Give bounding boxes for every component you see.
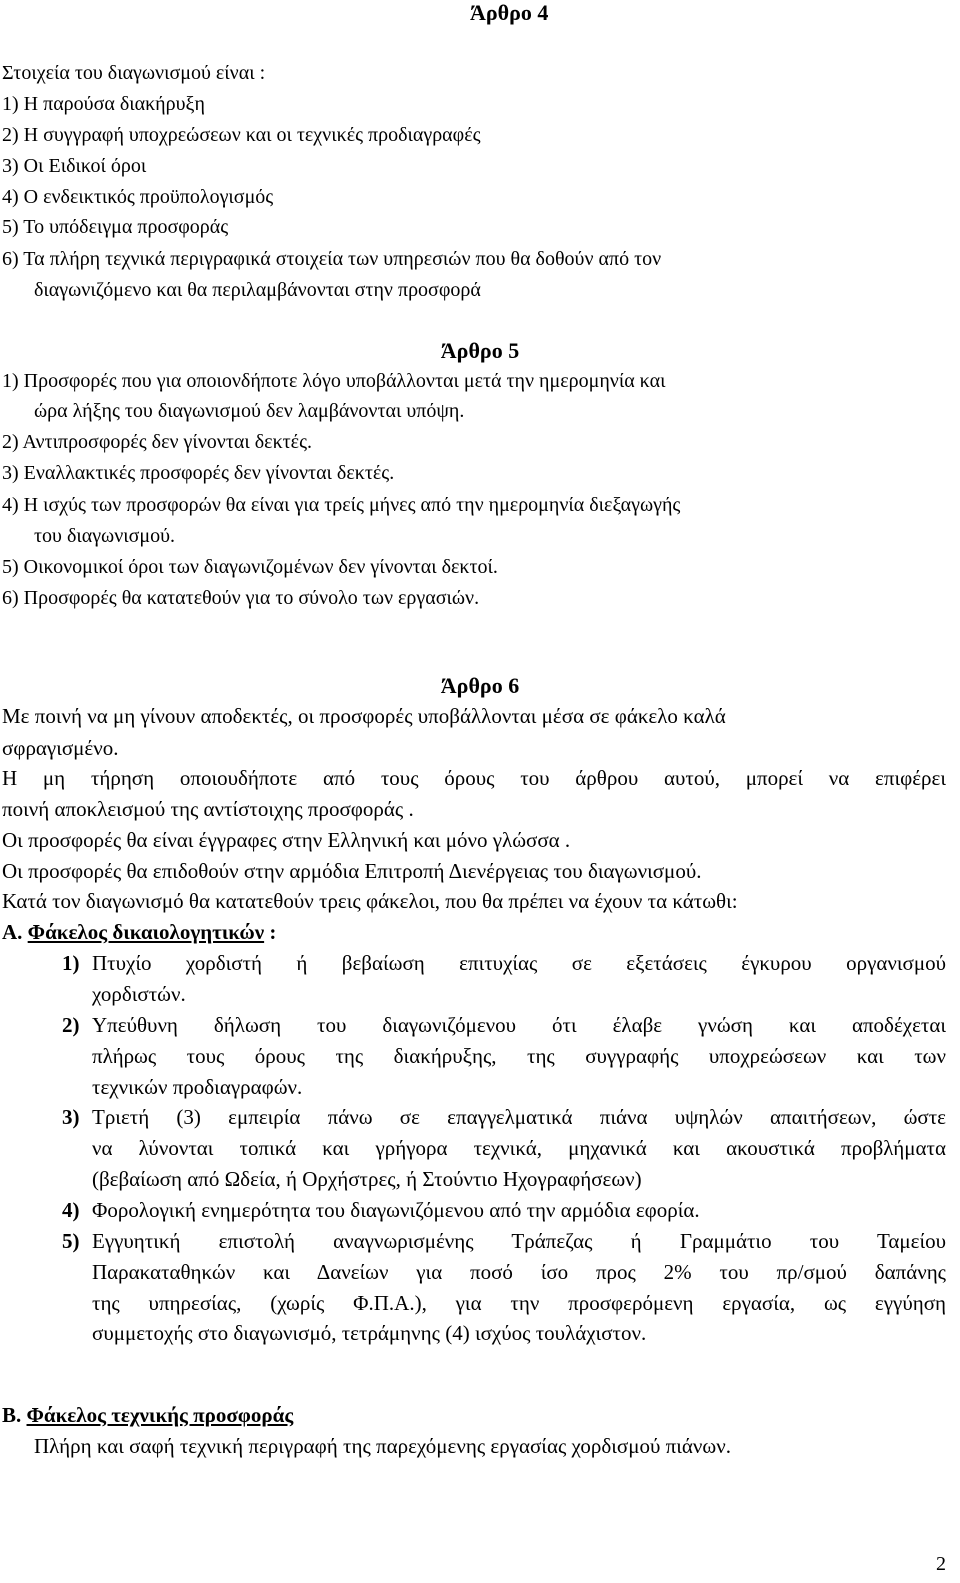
envelope-a-item-line: συμμετοχής στο διαγωνισμό, τετράμηνης (4) ισχύος τουλάχιστον. — [92, 1321, 647, 1345]
page-number: 2 — [936, 1553, 946, 1575]
envelope-b-text: Πλήρη και σαφή τεχνική περιγραφή της παρεχόμενης εργασίας χορδισμού πιάνων. — [34, 1434, 731, 1458]
article-4-item: 6) Τα πλήρη τεχνικά περιγραφικά στοιχεία των υπηρεσιών που θα δοθούν από τον — [2, 248, 662, 270]
article-6-line: σφραγισμένο. — [2, 736, 119, 760]
envelope-a-item-line: πλήρως τους όρους της διακήρυξης, της συγγραφής υποχρεώσεων και των — [92, 1044, 946, 1068]
envelope-a-item-line: τεχνικών προδιαγραφών. — [92, 1075, 303, 1099]
envelope-a-item-line: Υπεύθυνη δήλωση του διαγωνιζόμενου ότι έλαβε γνώση και αποδέχεται — [92, 1013, 946, 1037]
envelope-a-item-line: Εγγυητική επιστολή αναγνωρισμένης Τράπεζας ή Γραμμάτιο του Ταμείου — [92, 1229, 946, 1253]
envelope-a-item-number: 5) — [62, 1229, 80, 1253]
article-5-item: 2) Αντιπροσφορές δεν γίνονται δεκτές. — [2, 431, 312, 453]
envelope-a-item-number: 2) — [62, 1013, 80, 1037]
article-4-item: 4) Ο ενδεικτικός προϋπολογισμός — [2, 186, 274, 208]
article-6-line: ποινή αποκλεισμού της αντίστοιχης προσφοράς . — [2, 797, 414, 821]
article-5-item: 3) Εναλλακτικές προσφορές δεν γίνονται δεκτές. — [2, 462, 395, 484]
envelope-a-item-line: Φορολογική ενημερότητα του διαγωνιζόμενου από την αρμόδια εφορία. — [92, 1198, 700, 1222]
article-6-title: Άρθρο 6 — [440, 673, 520, 698]
article-5-item-continued: του διαγωνισμού. — [34, 525, 176, 547]
envelope-a-item-number: 1) — [62, 951, 80, 975]
article-5-item: 1) Προσφορές που για οποιονδήποτε λόγο υποβάλλονται μετά την ημερομηνία και — [2, 370, 666, 392]
envelope-a-item-line: Τριετή (3) εμπειρία πάνω σε επαγγελματικά πιάνα υψηλών απαιτήσεων, ώστε — [92, 1105, 946, 1129]
envelope-a-item-line: χορδιστών. — [92, 982, 186, 1006]
article-4-item: 2) Η συγγραφή υποχρεώσεων και οι τεχνικές προδιαγραφές — [2, 124, 481, 146]
envelope-a-item-line: Πτυχίο χορδιστή ή βεβαίωση επιτυχίας σε εξετάσεις έγκυρου οργανισμού — [92, 951, 946, 975]
envelope-a-item-line: Παρακαταθηκών και Δανείων για ποσό ίσο προς 2% του πρ/σμού δαπάνης — [92, 1260, 946, 1284]
envelope-a-suffix: : — [264, 920, 277, 944]
envelope-a-prefix: Α. — [2, 920, 28, 944]
article-4-title: Άρθρο 4 — [470, 0, 549, 25]
article-6-line: Κατά τον διαγωνισμό θα κατατεθούν τρεις φάκελοι, που θα πρέπει να έχουν τα κάτωθι: — [2, 889, 738, 913]
article-4-item: 3) Οι Ειδικοί όροι — [2, 155, 147, 177]
envelope-a-item-line: (βεβαίωση από Ωδεία, ή Ορχήστρες, ή Στούντιο Ηχογραφήσεων) — [92, 1167, 642, 1191]
envelope-a-title: Φάκελος δικαιολογητικών — [27, 920, 265, 944]
envelope-a-item-line: της υπηρεσίας, (χωρίς Φ.Π.Α.), για την προσφερόμενη εργασία, ως εγγύηση — [92, 1291, 946, 1315]
envelope-b-heading — [2, 1403, 293, 1428]
envelope-a-item-number: 3) — [62, 1105, 80, 1129]
article-4-intro: Στοιχεία του διαγωνισμού είναι : — [2, 62, 266, 84]
article-5-item: 6) Προσφορές θα κατατεθούν για το σύνολο των εργασιών. — [2, 587, 480, 609]
envelope-b-title: Φάκελος τεχνικής προσφοράς — [26, 1403, 294, 1427]
article-4-item-continued: διαγωνιζόμενο και θα περιλαμβάνονται στην προσφορά — [34, 279, 481, 301]
article-6-line: Με ποινή να μη γίνουν αποδεκτές, οι προσφορές υποβάλλονται μέσα σε φάκελο καλά — [2, 704, 726, 728]
article-4-item: 5) Το υπόδειγμα προσφοράς — [2, 216, 229, 238]
envelope-a-item-line: να λύνονται τοπικά και γρήγορα τεχνικά, μηχανικά και ακουστικά προβλήματα — [92, 1136, 946, 1160]
envelope-a-item-number: 4) — [62, 1198, 80, 1222]
article-6-line: Η μη τήρηση οποιουδήποτε από τους όρους του άρθρου αυτού, μπορεί να επιφέρει — [2, 766, 946, 790]
article-4-item: 1) Η παρούσα διακήρυξη — [2, 93, 205, 115]
envelope-a-heading — [2, 920, 276, 945]
article-6-line: Οι προσφορές θα είναι έγγραφες στην Ελληνική και μόνο γλώσσα . — [2, 828, 571, 852]
article-6-line: Οι προσφορές θα επιδοθούν στην αρμόδια Επιτροπή Διενέργειας του διαγωνισμού. — [2, 859, 702, 883]
article-5-item-continued: ώρα λήξης του διαγωνισμού δεν λαμβάνονται υπόψη. — [34, 400, 465, 422]
article-5-item: 5) Οικονομικοί όροι των διαγωνιζομένων δεν γίνονται δεκτοί. — [2, 556, 498, 578]
article-5-item: 4) Η ισχύς των προσφορών θα είναι για τρείς μήνες από την ημερομηνία διεξαγωγής — [2, 494, 681, 516]
article-5-title: Άρθρο 5 — [440, 338, 520, 363]
envelope-b-prefix: Β. — [2, 1403, 27, 1427]
